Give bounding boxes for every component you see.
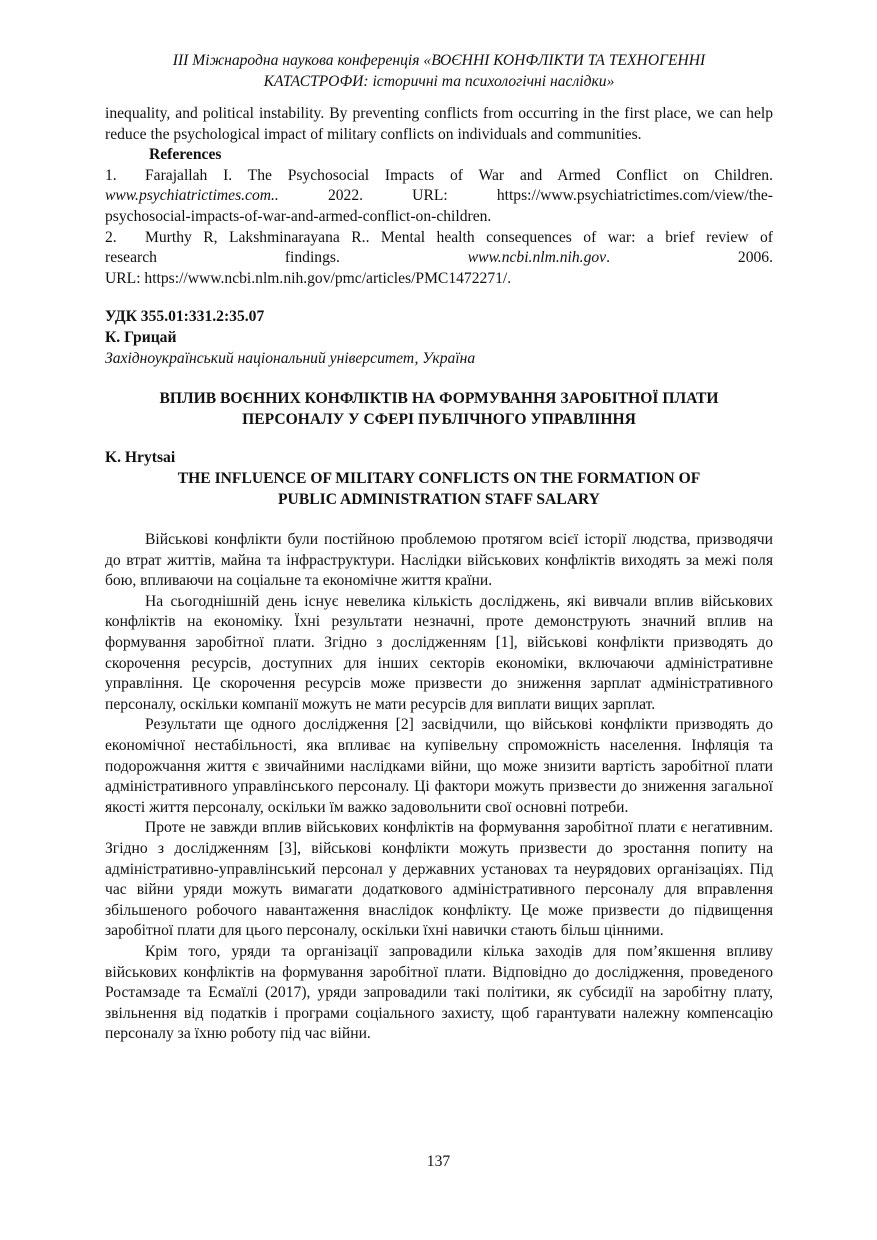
title-ua-line-2: ПЕРСОНАЛУ У СФЕРІ ПУБЛІЧНОГО УПРАВЛІННЯ bbox=[242, 410, 636, 428]
reference-1-number: 1. bbox=[105, 166, 117, 184]
reference-2-period: . bbox=[606, 249, 610, 267]
body-paragraph-3: Результати ще одного дослідження [2] засвідчили, що військові конфлікти призводять до економічної нестабільності, яка впливає на купівельну спроможність населення. Інфляція та подорожчання життя є звичайними наслідками війни, що може знизити вартість заробітної плати адміністративного управлінського персоналу. Ці фактори можуть призвести до зниження загальної якості життя персоналу, оскільки їм важко задовольнити свої основні потреби. bbox=[105, 716, 773, 816]
reference-2-site-group bbox=[468, 249, 610, 266]
section-spacer bbox=[105, 289, 773, 307]
reference-2-text: Murthy R, Lakshminarayana R.. Mental health consequences of war: a brief review of bbox=[145, 228, 773, 246]
page-body bbox=[105, 104, 773, 1045]
header-line-2: КАТАСТРОФИ: історичні та психологічні наслідки» bbox=[263, 73, 615, 90]
article-title-en bbox=[105, 469, 773, 510]
title-en-line-2: PUBLIC ADMINISTRATION STAFF SALARY bbox=[278, 490, 600, 508]
body-paragraph-2: На сьогоднішній день існує невелика кількість досліджень, які вивчали вплив військових конфліктів на економіку. Їхні результати незначні, проте демонструють значний вплив на формування заробітної плати. Згідно з дослідженням [1], військові конфлікти призводять до скорочення ресурсів, доступних для інших секторів економіки, включаючи адміністративне управління. Це скорочення ресурсів може призвести до зниження зарплат адміністративного персоналу, оскільки компанії можуть не мати ресурсів для виплати вищих зарплат. bbox=[105, 592, 773, 713]
body-paragraph-4: Проте не завжди вплив військових конфліктів на формування заробітної плати є негативним. Згідно з дослідженням [3], військові конфлікти можуть призвести до зростання попиту на адміністративно-управлінський персонал у державних установах та неурядових організаціях. Під час війни уряди можуть вимагати додаткового адміністративного персоналу для вправлення збільшеного робочого навантаження внаслідок конфлікту. Це може призвести до підвищення заробітної плати для цього персоналу, оскільки їхні навички стають більш цінними. bbox=[105, 819, 773, 940]
reference-1-line-2 bbox=[105, 186, 773, 207]
title-ua-line-1: ВПЛИВ ВОЄННИХ КОНФЛІКТІВ НА ФОРМУВАННЯ ЗАРОБІТНОЇ ПЛАТИ bbox=[159, 390, 719, 408]
reference-2-line-1 bbox=[105, 228, 773, 249]
author-en: K. Hrytsai bbox=[105, 449, 176, 467]
article-title-ua bbox=[105, 389, 773, 430]
reference-2-line-3: URL: https://www.ncbi.nlm.nih.gov/pmc/articles/PMC1472271/. bbox=[105, 269, 512, 287]
running-header bbox=[105, 50, 773, 92]
reference-item-2 bbox=[105, 228, 773, 290]
reference-1-url-part: 2022. URL: https://www.psychiatrictimes.com/view/the- bbox=[278, 187, 773, 205]
udk-code: УДК 355.01:331.2:35.07 bbox=[105, 308, 265, 326]
body-paragraph-5: Крім того, уряди та організації запровадили кілька заходів для пом’якшення впливу військових конфліктів на формування заробітної плати. Відповідно до дослідження, проведеного Ростамзаде та Есмаїлі (2017), уряди запровадили такі політики, як субсидії на заробітну плату, звільнення від податків і програми соціального захисту, щоб гарантувати належну компенсацію персоналу за їхню роботу під час війни. bbox=[105, 942, 773, 1043]
page-number: 137 bbox=[426, 1153, 451, 1170]
body-paragraph-1: Військові конфлікти були постійною проблемою протягом всієї історії людства, призводячи до втрат життів, майна та інфраструктури. Наслідки військових конфліктів виходять за межі поля бою, впливаючи на соціальне та економічне життя країни. bbox=[105, 531, 773, 590]
affiliation: Західноукраїнський національний університет, Україна bbox=[105, 349, 476, 367]
author-ua: К. Грицай bbox=[105, 328, 177, 346]
references-heading: References bbox=[149, 146, 222, 164]
reference-1-line-3: psychosocial-impacts-of-war-and-armed-conflict-on-children. bbox=[105, 207, 492, 225]
reference-1-text: Farajallah I. The Psychosocial Impacts of War and Armed Conflict on Children. bbox=[145, 166, 773, 184]
reference-2-year: 2006. bbox=[737, 249, 773, 267]
reference-2-number: 2. bbox=[105, 228, 117, 246]
reference-1-site: www.psychiatrictimes.com.. bbox=[105, 187, 279, 205]
header-line-1: ІІІ Міжнародна наукова конференція «ВОЄННІ КОНФЛІКТИ ТА ТЕХНОГЕННІ bbox=[172, 52, 706, 69]
title-en-line-1: THE INFLUENCE OF MILITARY CONFLICTS ON THE FORMATION OF bbox=[177, 469, 701, 487]
reference-2-word-research: research bbox=[105, 249, 157, 267]
reference-2-word-findings: findings. bbox=[284, 249, 340, 267]
reference-2-site: www.ncbi.nlm.nih.gov bbox=[467, 249, 607, 267]
intro-paragraph: inequality, and political instability. By preventing conflicts from occurring in the first place, we can help reduce the psychological impact of military conflicts on individuals and communities. bbox=[105, 105, 773, 143]
reference-2-line-2 bbox=[105, 248, 773, 269]
reference-item-1 bbox=[105, 166, 773, 228]
reference-1-line-1 bbox=[105, 166, 773, 187]
